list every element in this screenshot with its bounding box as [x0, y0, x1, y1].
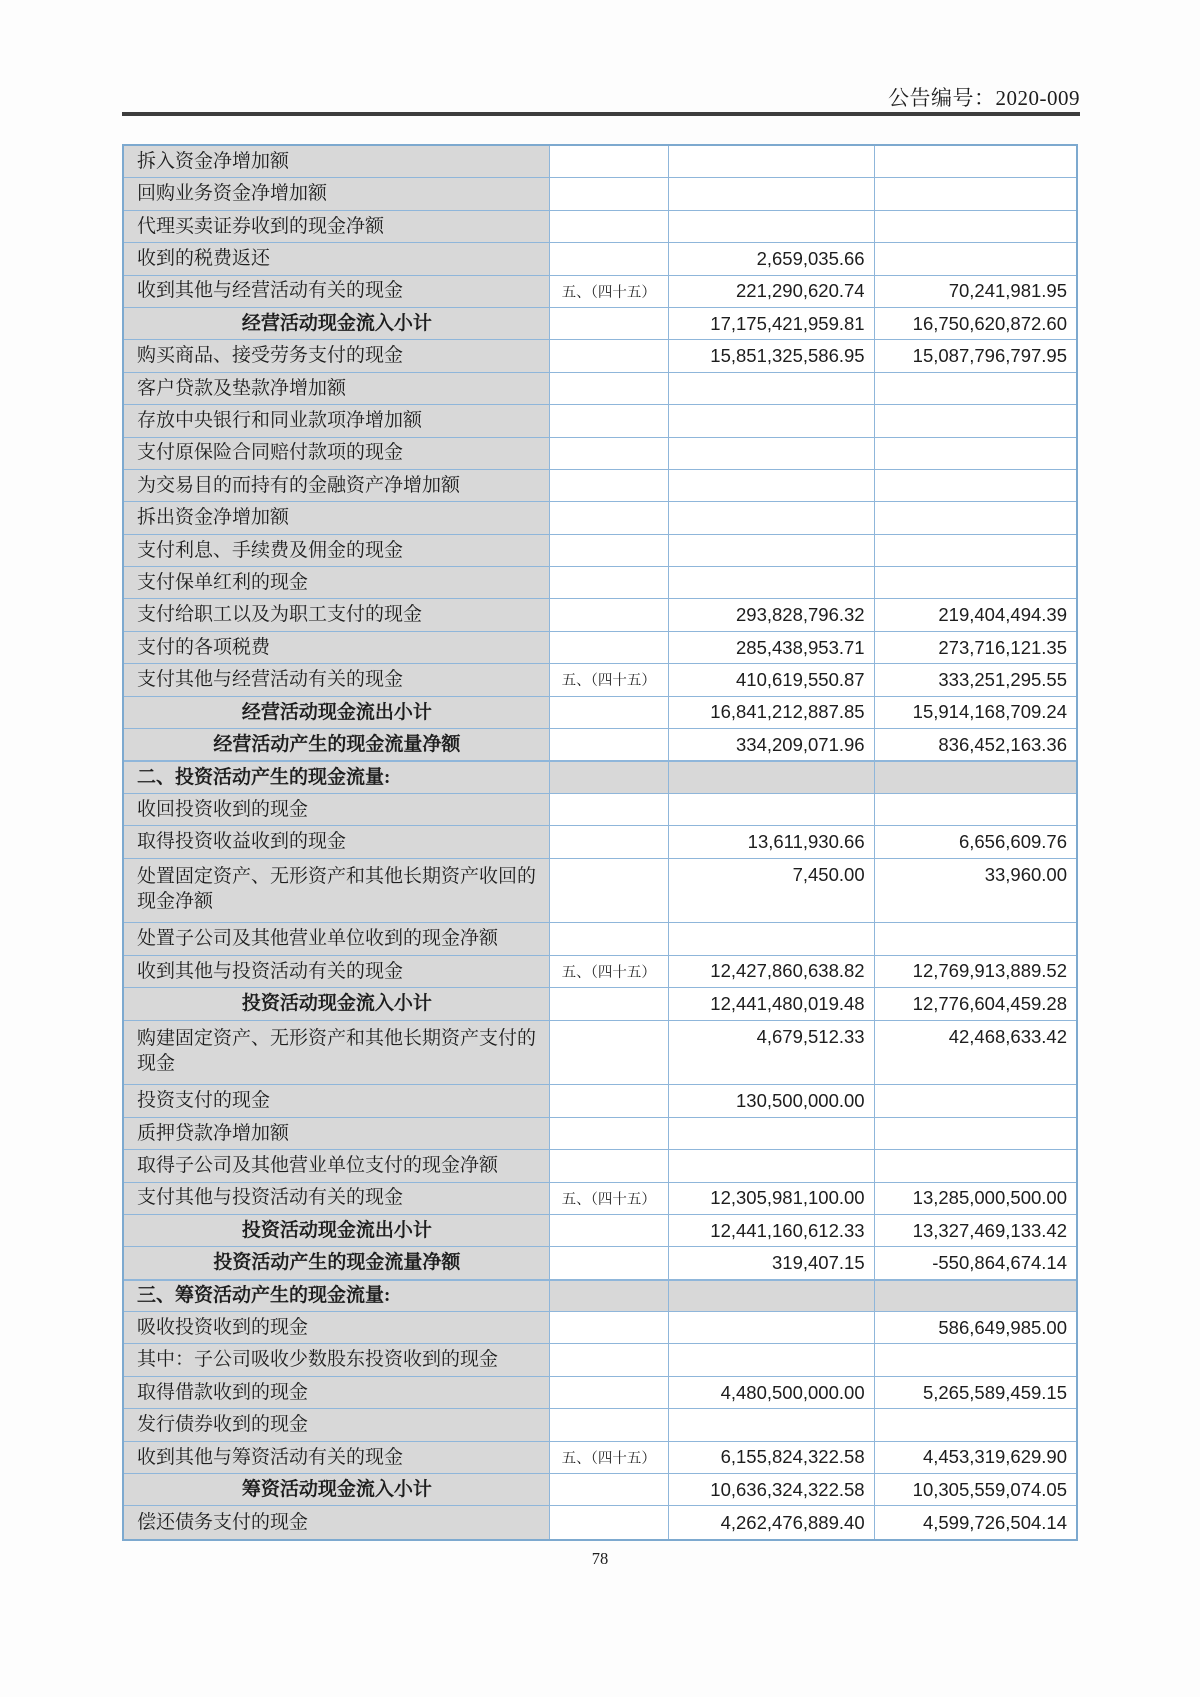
row-label: 支付保单红利的现金	[124, 567, 550, 598]
table-row	[124, 1280, 1076, 1312]
table-row	[124, 761, 1076, 793]
amount-current-period	[669, 438, 875, 469]
note-ref	[550, 859, 669, 923]
amount-prior-period: 219,404,494.39	[938, 604, 1067, 626]
table-row	[124, 438, 1076, 470]
amount-prior-period: 16,750,620,872.60	[912, 312, 1067, 334]
table-row	[124, 535, 1076, 567]
row-label: 支付原保险合同赔付款项的现金	[124, 438, 550, 469]
note-ref	[550, 1506, 669, 1538]
amount-current-period: 221,290,620.74	[669, 276, 875, 307]
amount-prior-period: 273,716,121.35	[938, 636, 1067, 658]
table-row	[124, 1377, 1076, 1409]
amount-current-period: 285,438,953.71	[669, 632, 875, 663]
table-row	[124, 599, 1076, 631]
row-label: 收到的税费返还	[124, 243, 550, 274]
row-label: 拆入资金净增加额	[124, 146, 550, 177]
row-label: 支付给职工以及为职工支付的现金	[124, 599, 550, 630]
row-label: 吸收投资收到的现金	[124, 1312, 550, 1343]
table-row	[124, 308, 1076, 340]
note-ref	[550, 923, 669, 954]
amount-prior-period: 15,087,796,797.95	[912, 345, 1067, 367]
table-row	[124, 1442, 1076, 1474]
note-ref	[550, 1409, 669, 1440]
note-ref	[550, 1247, 669, 1278]
note-ref	[550, 1281, 669, 1311]
amount-current-period: 10,636,324,322.58	[669, 1474, 875, 1505]
amount-prior-period	[875, 146, 1076, 177]
row-label: 投资支付的现金	[124, 1085, 550, 1116]
row-label: 二、投资活动产生的现金流量:	[124, 762, 550, 792]
amount-prior-period	[875, 794, 1076, 825]
note-ref	[550, 1085, 669, 1116]
page-number: 78	[591, 1549, 609, 1568]
amount-prior-period: 15,914,168,709.24	[912, 701, 1067, 723]
amount-current-period: 15,851,325,586.95	[669, 340, 875, 371]
amount-current-period: 319,407.15	[669, 1247, 875, 1278]
amount-prior-period: 6,656,609.76	[958, 830, 1067, 852]
amount-current-period	[669, 1118, 875, 1149]
amount-prior-period: 12,769,913,889.52	[912, 960, 1067, 982]
table-row	[124, 1409, 1076, 1441]
row-label: 取得投资收益收到的现金	[124, 826, 550, 857]
table-row	[124, 502, 1076, 534]
amount-current-period	[669, 146, 875, 177]
note-ref	[550, 697, 669, 728]
amount-current-period: 334,209,071.96	[669, 729, 875, 760]
note-ref	[550, 729, 669, 760]
header-rule	[122, 112, 1080, 116]
amount-current-period: 12,441,160,612.33	[669, 1215, 875, 1246]
table-row	[124, 567, 1076, 599]
row-label: 其中：子公司吸收少数股东投资收到的现金	[124, 1344, 550, 1375]
amount-current-period: 2,659,035.66	[669, 243, 875, 274]
row-label: 收到其他与筹资活动有关的现金	[124, 1442, 550, 1473]
amount-prior-period: 33,960.00	[984, 863, 1067, 885]
table-row	[124, 178, 1076, 210]
row-label: 处置固定资产、无形资产和其他长期资产收回的现金净额	[124, 859, 550, 923]
row-label: 收到其他与投资活动有关的现金	[124, 956, 550, 987]
amount-prior-period: 12,776,604,459.28	[912, 992, 1067, 1014]
table-row	[124, 826, 1076, 858]
amount-prior-period: 13,285,000,500.00	[912, 1187, 1067, 1209]
note-ref	[550, 1344, 669, 1375]
amount-current-period	[669, 923, 875, 954]
amount-prior-period: 333,251,295.55	[938, 668, 1067, 690]
amount-current-period	[669, 1281, 875, 1311]
amount-prior-period	[875, 1409, 1076, 1440]
row-label: 经营活动现金流入小计	[124, 308, 550, 339]
amount-prior-period	[875, 1281, 1076, 1311]
row-label: 投资活动现金流入小计	[124, 988, 550, 1019]
row-label: 购建固定资产、无形资产和其他长期资产支付的现金	[124, 1021, 550, 1085]
announcement-number: 公告编号：2020-009	[888, 86, 1080, 110]
note-ref: 五、（四十五）	[550, 1442, 669, 1473]
row-label: 存放中央银行和同业款项净增加额	[124, 405, 550, 436]
amount-current-period	[669, 1409, 875, 1440]
row-label: 投资活动产生的现金流量净额	[124, 1247, 550, 1278]
amount-prior-period	[875, 438, 1076, 469]
note-ref: 五、（四十五）	[550, 956, 669, 987]
note-ref	[550, 1150, 669, 1181]
row-label: 购买商品、接受劳务支付的现金	[124, 340, 550, 371]
amount-prior-period	[875, 1150, 1076, 1181]
amount-prior-period: 5,265,589,459.15	[922, 1381, 1067, 1403]
table-row	[124, 794, 1076, 826]
table-row	[124, 988, 1076, 1020]
amount-current-period	[669, 211, 875, 242]
row-label: 筹资活动现金流入小计	[124, 1474, 550, 1505]
table-row	[124, 956, 1076, 988]
row-label: 收回投资收到的现金	[124, 794, 550, 825]
amount-current-period: 130,500,000.00	[669, 1085, 875, 1116]
amount-prior-period: 4,599,726,504.14	[922, 1511, 1067, 1533]
table-row	[124, 923, 1076, 955]
table-row	[124, 632, 1076, 664]
amount-prior-period: 42,468,633.42	[948, 1025, 1067, 1047]
amount-current-period	[669, 1150, 875, 1181]
table-row	[124, 373, 1076, 405]
table-row	[124, 1474, 1076, 1506]
amount-prior-period	[875, 502, 1076, 533]
row-label: 支付的各项税费	[124, 632, 550, 663]
table-row	[124, 470, 1076, 502]
table-row	[124, 243, 1076, 275]
table-row	[124, 211, 1076, 243]
note-ref	[550, 599, 669, 630]
amount-current-period	[669, 567, 875, 598]
amount-current-period: 13,611,930.66	[669, 826, 875, 857]
amount-prior-period	[875, 178, 1076, 209]
amount-current-period: 12,305,981,100.00	[669, 1183, 875, 1214]
amount-prior-period: 70,241,981.95	[948, 280, 1067, 302]
table-row	[124, 697, 1076, 729]
note-ref	[550, 243, 669, 274]
table-row	[124, 276, 1076, 308]
table-row	[124, 1183, 1076, 1215]
amount-current-period: 12,427,860,638.82	[669, 956, 875, 987]
amount-prior-period: 586,649,985.00	[938, 1316, 1067, 1338]
amount-current-period: 6,155,824,322.58	[669, 1442, 875, 1473]
row-label: 拆出资金净增加额	[124, 502, 550, 533]
table-row	[124, 729, 1076, 761]
amount-prior-period	[875, 567, 1076, 598]
note-ref	[550, 1215, 669, 1246]
table-row	[124, 859, 1076, 924]
amount-current-period	[669, 794, 875, 825]
table-row	[124, 1344, 1076, 1376]
amount-current-period: 4,480,500,000.00	[669, 1377, 875, 1408]
amount-prior-period	[875, 535, 1076, 566]
note-ref	[550, 988, 669, 1019]
row-label: 经营活动现金流出小计	[124, 697, 550, 728]
note-ref	[550, 632, 669, 663]
row-label: 发行债券收到的现金	[124, 1409, 550, 1440]
row-label: 支付利息、手续费及佣金的现金	[124, 535, 550, 566]
note-ref	[550, 178, 669, 209]
amount-prior-period	[875, 1118, 1076, 1149]
note-ref	[550, 1021, 669, 1085]
row-label: 代理买卖证券收到的现金净额	[124, 211, 550, 242]
note-ref	[550, 405, 669, 436]
note-ref: 五、（四十五）	[550, 664, 669, 695]
note-ref: 五、（四十五）	[550, 1183, 669, 1214]
row-label: 取得子公司及其他营业单位支付的现金净额	[124, 1150, 550, 1181]
amount-prior-period	[875, 762, 1076, 792]
amount-current-period	[669, 502, 875, 533]
amount-current-period: 4,262,476,889.40	[669, 1506, 875, 1538]
amount-current-period	[669, 470, 875, 501]
table-row	[124, 1215, 1076, 1247]
note-ref	[550, 308, 669, 339]
amount-current-period	[669, 1312, 875, 1343]
note-ref	[550, 1118, 669, 1149]
row-label: 支付其他与投资活动有关的现金	[124, 1183, 550, 1214]
amount-prior-period: 13,327,469,133.42	[912, 1219, 1067, 1241]
row-label: 回购业务资金净增加额	[124, 178, 550, 209]
amount-current-period	[669, 178, 875, 209]
table-row	[124, 146, 1076, 178]
note-ref	[550, 146, 669, 177]
table-row	[124, 1312, 1076, 1344]
row-label: 质押贷款净增加额	[124, 1118, 550, 1149]
note-ref: 五、（四十五）	[550, 276, 669, 307]
note-ref	[550, 470, 669, 501]
table-row	[124, 1247, 1076, 1279]
note-ref	[550, 794, 669, 825]
amount-prior-period: 4,453,319,629.90	[922, 1446, 1067, 1468]
note-ref	[550, 1312, 669, 1343]
amount-current-period	[669, 1344, 875, 1375]
note-ref	[550, 373, 669, 404]
note-ref	[550, 567, 669, 598]
note-ref	[550, 762, 669, 792]
table-row	[124, 664, 1076, 696]
amount-current-period: 293,828,796.32	[669, 599, 875, 630]
row-label: 客户贷款及垫款净增加额	[124, 373, 550, 404]
amount-current-period: 12,441,480,019.48	[669, 988, 875, 1019]
table-row	[124, 1150, 1076, 1182]
amount-prior-period: 10,305,559,074.05	[912, 1478, 1067, 1500]
note-ref	[550, 438, 669, 469]
row-label: 三、筹资活动产生的现金流量:	[124, 1281, 550, 1311]
note-ref	[550, 502, 669, 533]
table-row	[124, 1118, 1076, 1150]
amount-prior-period: -550,864,674.14	[932, 1252, 1067, 1273]
note-ref	[550, 1377, 669, 1408]
amount-prior-period	[875, 243, 1076, 274]
amount-current-period	[669, 373, 875, 404]
amount-current-period: 16,841,212,887.85	[669, 697, 875, 728]
table-row	[124, 340, 1076, 372]
amount-current-period	[669, 535, 875, 566]
row-label: 为交易目的而持有的金融资产净增加额	[124, 470, 550, 501]
row-label: 收到其他与经营活动有关的现金	[124, 276, 550, 307]
note-ref	[550, 1474, 669, 1505]
amount-prior-period	[875, 470, 1076, 501]
amount-current-period: 7,450.00	[669, 859, 875, 923]
table-row	[124, 1085, 1076, 1117]
note-ref	[550, 535, 669, 566]
note-ref	[550, 211, 669, 242]
row-label: 投资活动现金流出小计	[124, 1215, 550, 1246]
table-row	[124, 1021, 1076, 1086]
row-label: 支付其他与经营活动有关的现金	[124, 664, 550, 695]
amount-prior-period	[875, 923, 1076, 954]
amount-current-period	[669, 405, 875, 436]
amount-current-period: 4,679,512.33	[669, 1021, 875, 1085]
row-label: 偿还债务支付的现金	[124, 1506, 550, 1538]
amount-prior-period	[875, 1085, 1076, 1116]
amount-prior-period	[875, 1344, 1076, 1375]
row-label: 经营活动产生的现金流量净额	[124, 729, 550, 760]
amount-prior-period	[875, 211, 1076, 242]
amount-prior-period	[875, 373, 1076, 404]
table-row	[124, 1506, 1076, 1538]
row-label: 取得借款收到的现金	[124, 1377, 550, 1408]
note-ref	[550, 340, 669, 371]
row-label: 处置子公司及其他营业单位收到的现金净额	[124, 923, 550, 954]
cash-flow-statement-table	[122, 144, 1078, 1541]
amount-current-period: 410,619,550.87	[669, 664, 875, 695]
note-ref	[550, 826, 669, 857]
table-row	[124, 405, 1076, 437]
amount-prior-period: 836,452,163.36	[938, 733, 1067, 755]
amount-current-period	[669, 762, 875, 792]
amount-current-period: 17,175,421,959.81	[669, 308, 875, 339]
amount-prior-period	[875, 405, 1076, 436]
